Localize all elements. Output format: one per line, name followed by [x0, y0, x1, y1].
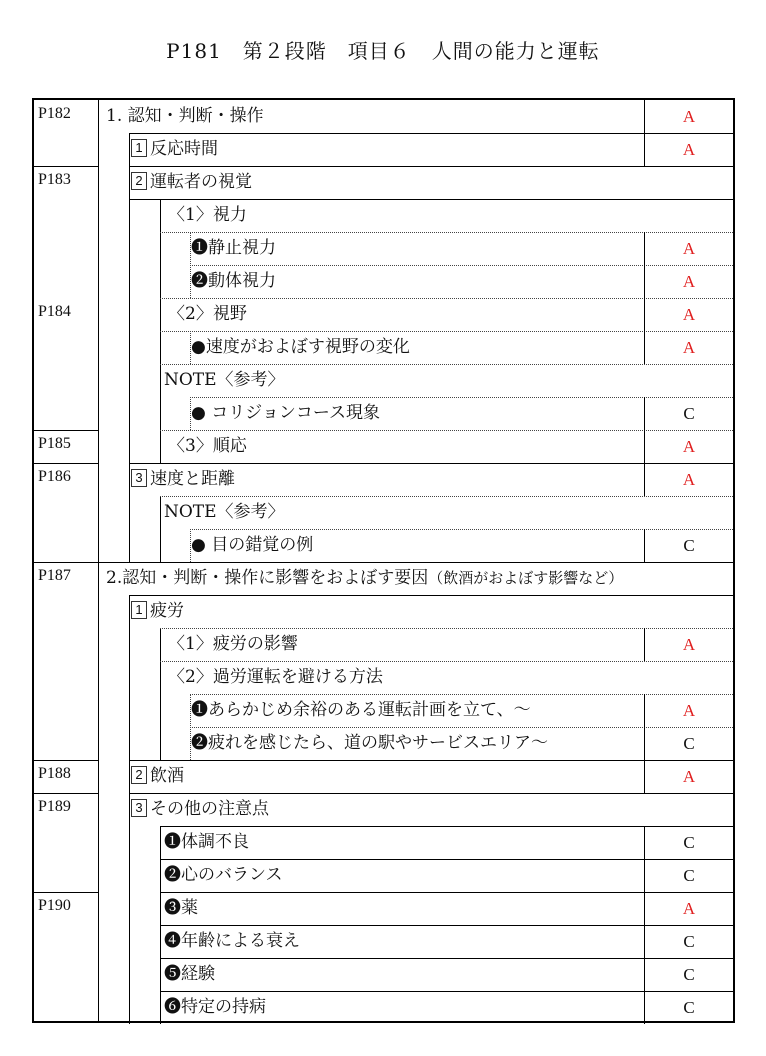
grade-label: C	[683, 998, 695, 1017]
outline-item-label: ● 目の錯覚の例	[191, 535, 314, 555]
page-ref: P189	[38, 798, 71, 815]
outline-item-label: NOTE〈参考〉	[164, 502, 285, 522]
grade-label: A	[682, 899, 696, 918]
grade-label: A	[682, 239, 696, 258]
grade-column-divider	[644, 628, 645, 661]
outline-item	[191, 265, 276, 298]
outline-item-label: ❸薬	[164, 898, 198, 918]
page-title: P181 第２段階 項目６ 人間の能力と運転	[166, 39, 600, 63]
grade-label: A	[682, 272, 696, 291]
row-divider	[129, 760, 733, 761]
item-number-box: 1	[131, 139, 147, 157]
grade-column-divider	[644, 331, 645, 364]
outline-item	[168, 298, 247, 331]
outline-item	[131, 760, 184, 793]
grade-column-divider	[644, 694, 645, 727]
page-ref: P187	[38, 567, 71, 584]
outline-item-label: ❶あらかじめ余裕のある運転計画を立て、～	[191, 700, 531, 720]
outline-item-label: 〈1〉視力	[168, 205, 247, 225]
item-number-box: 1	[131, 601, 147, 619]
item-number-box: 2	[131, 766, 147, 784]
grade-column-divider	[644, 991, 645, 1024]
page-ref: P184	[38, 303, 71, 320]
outline-item	[131, 793, 269, 826]
outline-item	[191, 694, 531, 727]
grade-column-divider	[644, 133, 645, 166]
outline-item	[168, 430, 247, 463]
grade-column-divider	[644, 859, 645, 892]
grade-label: A	[682, 635, 696, 654]
grade-label: C	[683, 536, 695, 555]
outline-item-label: 運転者の視覚	[150, 172, 252, 192]
outline-item	[191, 397, 380, 430]
outline-item-label: ●速度がおよぼす視野の変化	[191, 337, 410, 357]
outline-item-label: 飲酒	[150, 766, 184, 786]
outline-item-label: ● コリジョンコース現象	[191, 403, 381, 423]
indent-line	[160, 496, 161, 562]
outline-item-label: 〈3〉順応	[168, 436, 247, 456]
grade-label: C	[683, 404, 695, 423]
grade-label: A	[682, 470, 696, 489]
outline-item	[164, 991, 266, 1024]
outline-item	[164, 364, 285, 397]
outline-item	[191, 529, 313, 562]
outline-item	[168, 661, 383, 694]
outline-item	[164, 925, 300, 958]
outline-item-label: ❻特定の持病	[164, 997, 266, 1017]
grade-column-divider	[644, 232, 645, 265]
outline-item	[131, 133, 218, 166]
grade-column-divider	[644, 529, 645, 562]
outline-item	[106, 100, 264, 133]
grade-column-divider	[644, 760, 645, 793]
outline-item	[131, 463, 235, 496]
row-divider	[129, 133, 733, 134]
outline-item-label: ❶静止視力	[191, 238, 276, 258]
outline-item-label: NOTE〈参考〉	[164, 370, 285, 390]
grade-label: C	[683, 866, 695, 885]
grade-column-divider	[644, 826, 645, 859]
outline-item	[131, 595, 184, 628]
indent-line	[129, 133, 130, 562]
page-ref: P188	[38, 765, 71, 782]
outline-item	[164, 859, 283, 892]
grade-column-divider	[644, 100, 645, 133]
grade-column-divider	[644, 397, 645, 430]
outline-item	[168, 199, 247, 232]
grade-label: A	[682, 701, 696, 720]
grade-column-divider	[644, 265, 645, 298]
outline-item	[164, 826, 249, 859]
outline-item	[164, 892, 198, 925]
outline-item	[164, 958, 215, 991]
item-number-box: 2	[131, 172, 147, 190]
outline-item-label: 〈1〉疲労の影響	[168, 634, 298, 654]
outline-item-label: その他の注意点	[150, 799, 269, 819]
outline-item-label: 速度と距離	[150, 469, 235, 489]
grade-label: C	[683, 965, 695, 984]
grade-column-divider	[644, 430, 645, 463]
grade-column-divider	[644, 298, 645, 331]
page-ref: P182	[38, 105, 71, 122]
indent-line	[160, 628, 161, 760]
outline-item-label: 1. 認知・判断・操作	[106, 106, 264, 126]
outline-item	[131, 166, 252, 199]
outline-item	[191, 331, 410, 364]
outline-item-label: ❷疲れを感じたら、道の駅やサービスエリア～	[191, 733, 548, 753]
outline-item-label: ❺経験	[164, 964, 215, 984]
outline-table	[32, 98, 735, 1023]
outline-item-label: ❷動体視力	[191, 271, 276, 291]
row-divider	[129, 595, 733, 596]
outline-item	[191, 727, 548, 760]
grade-label: A	[682, 140, 696, 159]
grade-label: C	[683, 833, 695, 852]
outline-item-label: 2.認知・判断・操作に影響をおよぼす要因	[106, 568, 429, 588]
grade-label: C	[683, 932, 695, 951]
page-ref: P190	[38, 897, 71, 914]
outline-item-note: （飲酒がおよぼす影響など）	[428, 569, 624, 587]
page-ref: P186	[38, 468, 71, 485]
grade-label: A	[682, 338, 696, 357]
grade-column-divider	[644, 463, 645, 496]
outline-item	[191, 232, 276, 265]
page-ref: P183	[38, 171, 71, 188]
outline-item-label: ❶体調不良	[164, 832, 249, 852]
outline-item-label: 〈2〉視野	[168, 304, 247, 324]
outline-item	[106, 562, 623, 595]
grade-column-divider	[644, 892, 645, 925]
outline-item	[164, 496, 285, 529]
outline-item-label: 疲労	[150, 601, 184, 621]
grade-column-divider	[644, 958, 645, 991]
grade-label: A	[682, 107, 696, 126]
indent-line	[129, 595, 130, 1024]
grade-label: A	[682, 305, 696, 324]
outline-item-label: 反応時間	[150, 139, 218, 159]
page-ref: P185	[38, 435, 71, 452]
item-number-box: 3	[131, 469, 147, 487]
grade-label: C	[683, 734, 695, 753]
item-number-box: 3	[131, 799, 147, 817]
outline-item-label: ❹年齢による衰え	[164, 931, 300, 951]
page-column-divider	[98, 100, 99, 1021]
outline-item-label: 〈2〉過労運転を避ける方法	[168, 667, 383, 687]
grade-label: A	[682, 767, 696, 786]
grade-column-divider	[644, 727, 645, 760]
grade-label: A	[682, 437, 696, 456]
outline-item-label: ❷心のバランス	[164, 865, 283, 885]
outline-item	[168, 628, 298, 661]
grade-column-divider	[644, 925, 645, 958]
